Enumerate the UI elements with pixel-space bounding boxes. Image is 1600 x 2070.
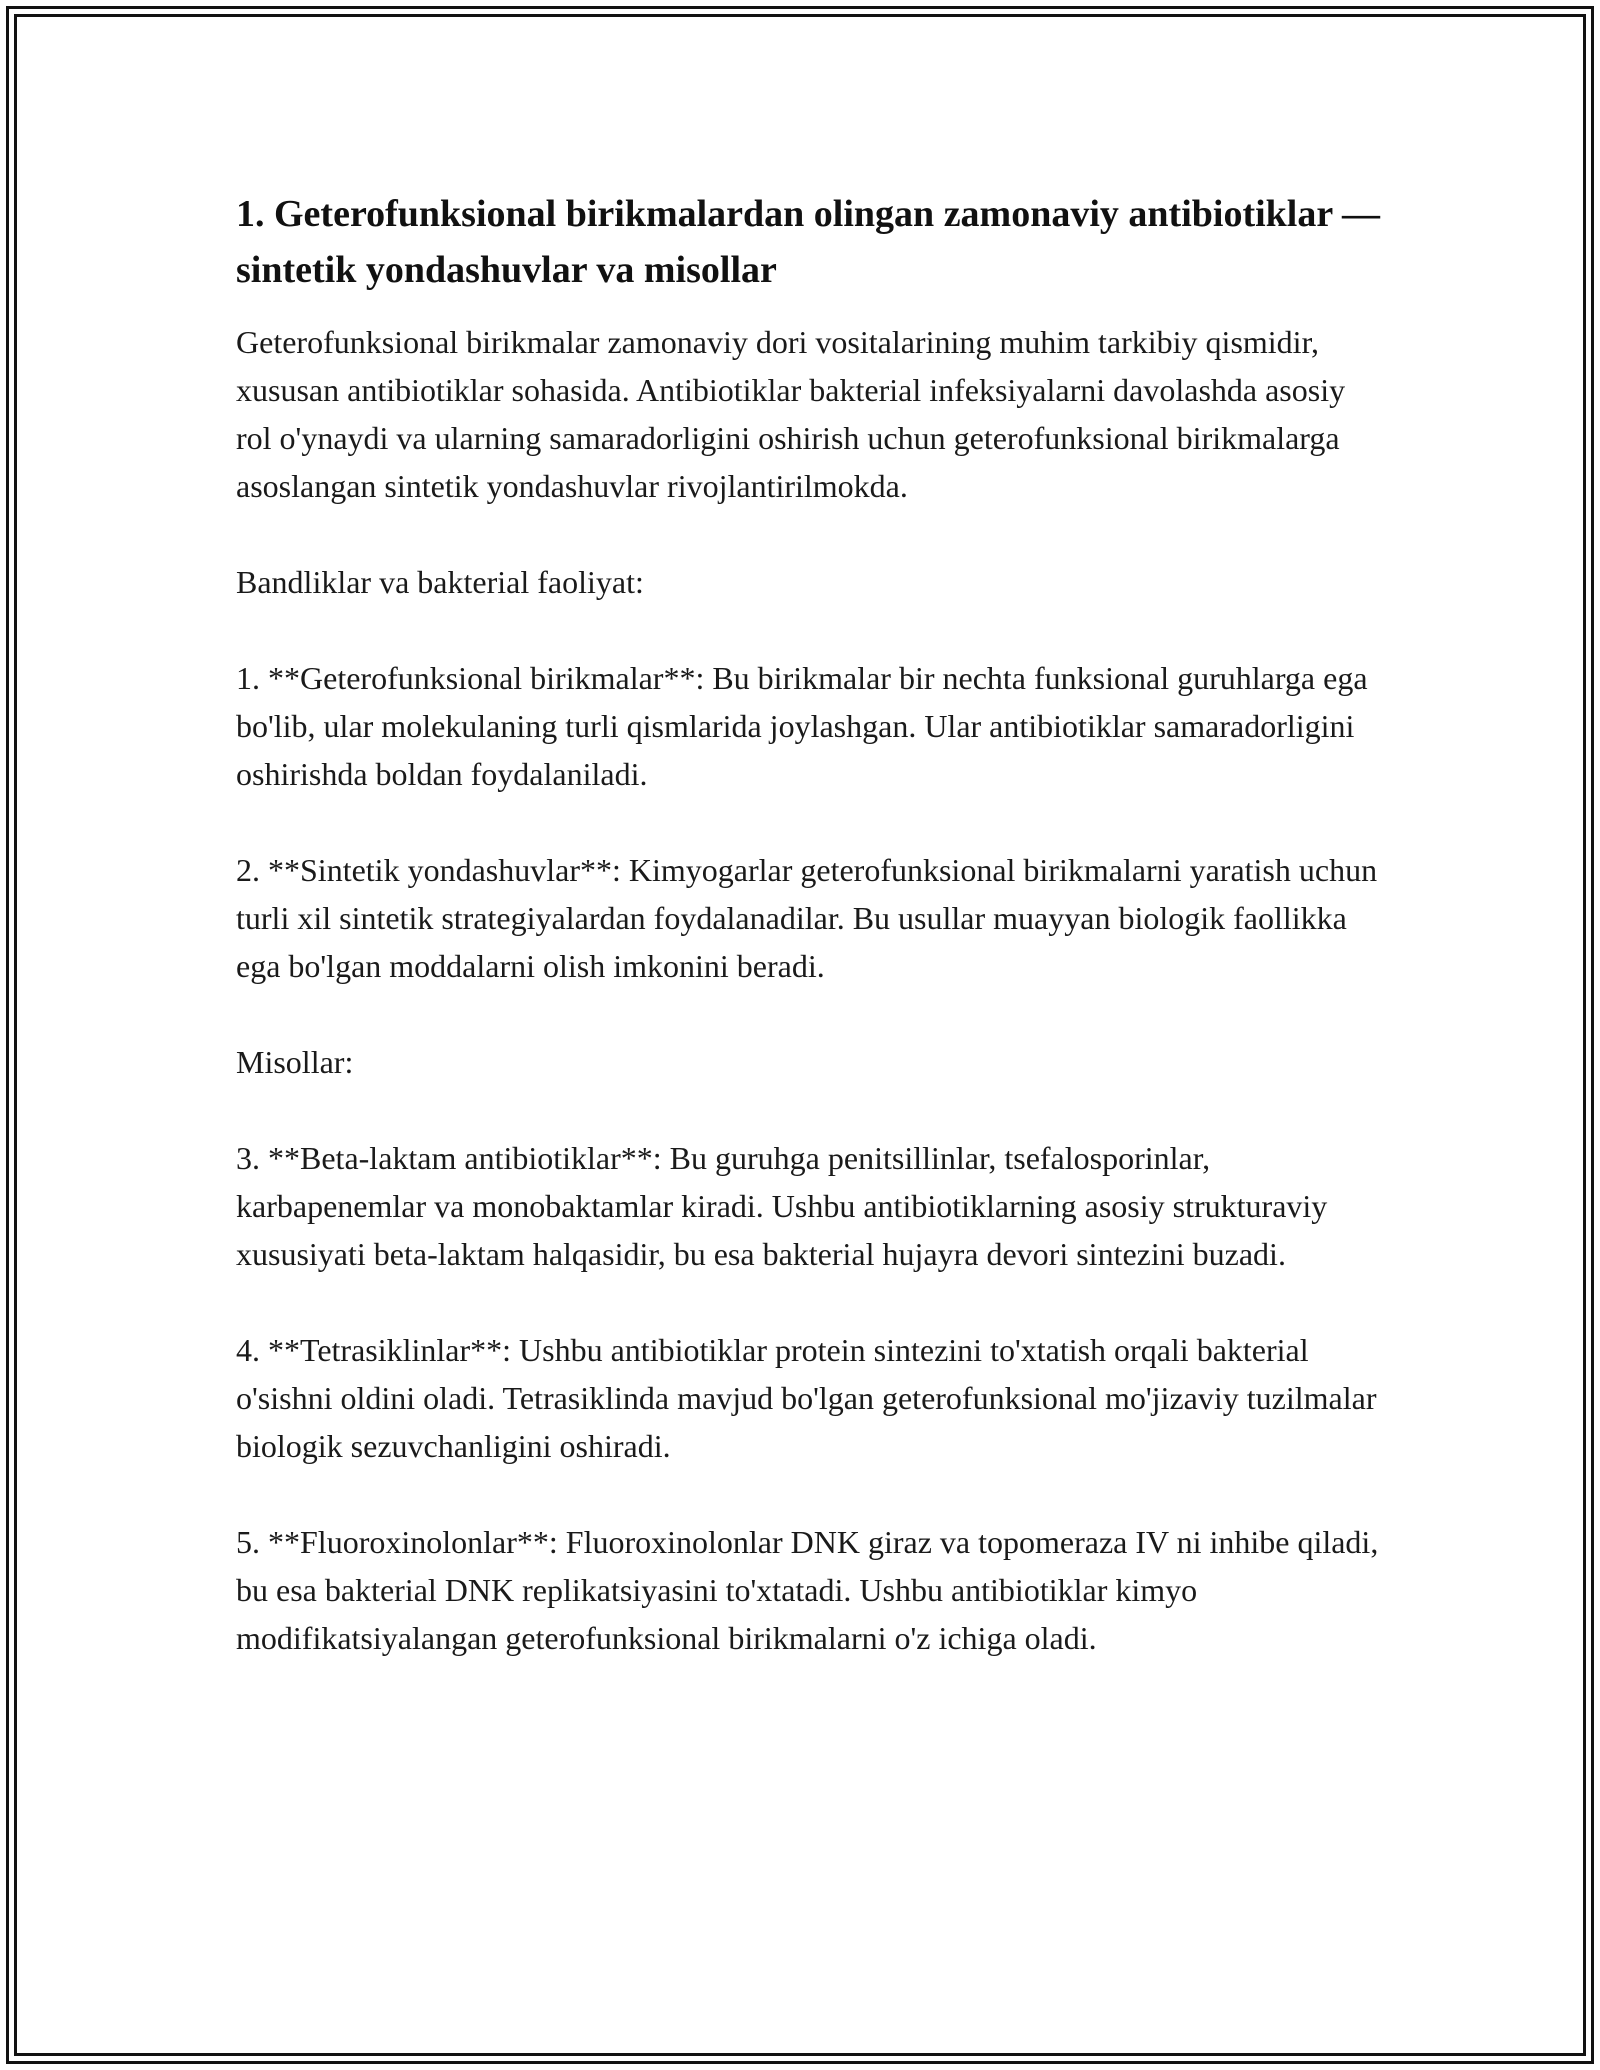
list-item-2: 2. **Sintetik yondashuvlar**: Kimyogarlar geterofunksional birikmalarni yaratish uchun turli xil sintetik strategiyalardan foydalanadilar. Bu usullar muayyan biologik faollikka ega bo'lgan moddalarni olish imkonini beradi. — [236, 852, 1378, 984]
document-body — [236, 186, 1386, 1710]
section-heading-examples: Misollar: — [236, 1044, 354, 1080]
list-item-3: 3. **Beta-laktam antibiotiklar**: Bu guruhga penitsillinlar, tsefalosporinlar, karbapenemlar va monobaktamlar kiradi. Ushbu antibiotiklarning asosiy strukturaviy xususiyati beta-laktam halqasidir, bu esa bakterial hujayra devori sintezini buzadi. — [236, 1140, 1328, 1272]
list-item-1: 1. **Geterofunksional birikmalar**: Bu birikmalar bir nechta funksional guruhlarga ega bo'lib, ular molekulaning turli qismlarida joylashgan. Ular antibiotiklar samaradorligini oshirishda boldan foydalaniladi. — [236, 660, 1368, 792]
list-item-4: 4. **Tetrasiklinlar**: Ushbu antibiotiklar protein sintezini to'xtatish orqali bakterial o'sishni oldini oladi. Tetrasiklinda mavjud bo'lgan geterofunksional mo'jizaviy tuzilmalar biologik sezuvchanligini oshiradi. — [236, 1332, 1377, 1464]
intro-paragraph: Geterofunksional birikmalar zamonaviy dori vositalarining muhim tarkibiy qismidir, xususan antibiotiklar sohasida. Antibiotiklar bakterial infeksiyalarni davolashda asosiy rol o'ynaydi va ularning samaradorligini oshirish uchun geterofunksional birikmalarga asoslangan sintetik yondashuvlar rivojlantirilmokda. — [236, 324, 1346, 504]
list-item-5: 5. **Fluoroxinolonlar**: Fluoroxinolonlar DNK giraz va topomeraza IV ni inhibe qiladi, bu esa bakterial DNK replikatsiyasini to'xtatadi. Ushbu antibiotiklar kimyo modifikatsiyalangan geterofunksional birikmalarni o'z ichiga oladi. — [236, 1524, 1379, 1656]
section-heading-activity: Bandliklar va bakterial faoliyat: — [236, 564, 644, 600]
document-title: 1. Geterofunksional birikmalardan olingan zamonaviy antibiotiklar — sintetik yondashuvlar va misollar — [236, 193, 1381, 291]
